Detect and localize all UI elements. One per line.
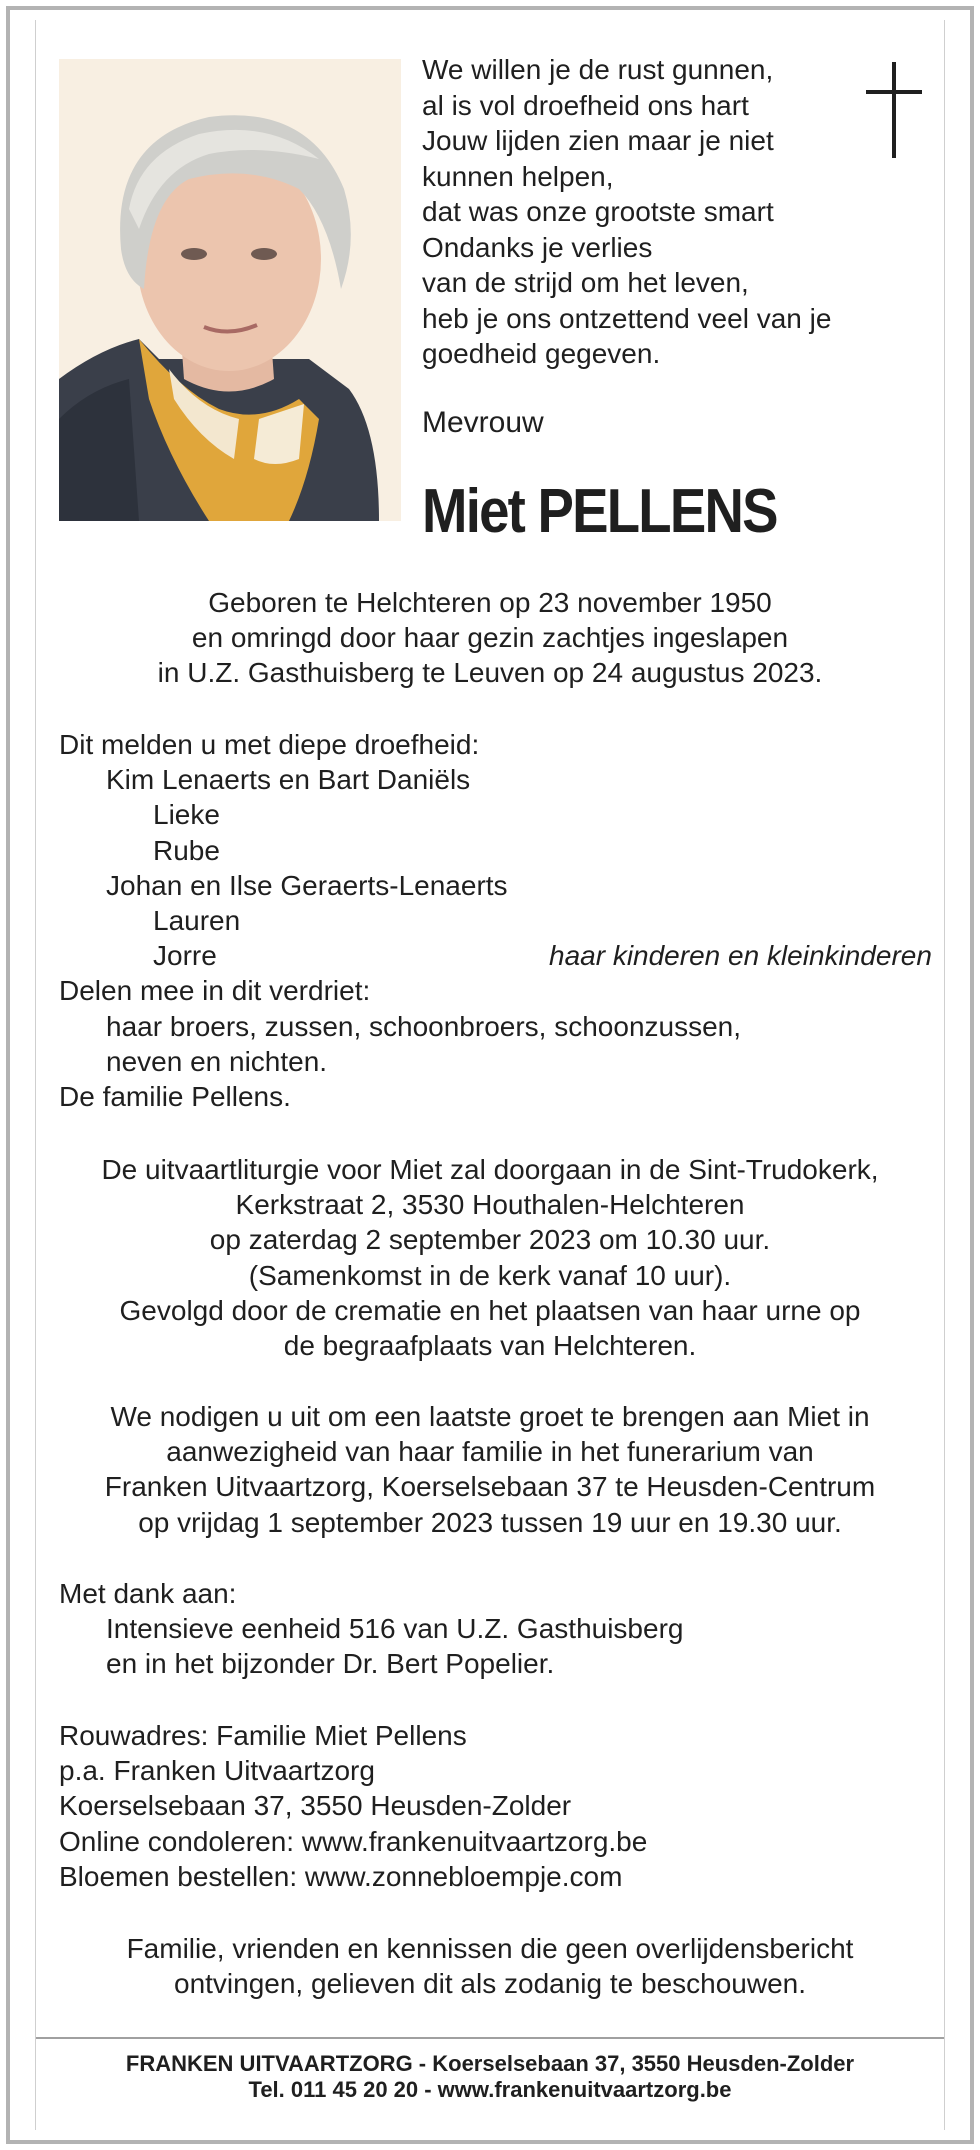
share-line: neven en nichten. <box>106 1045 328 1077</box>
family-line: Kim Lenaerts en Bart Daniëls <box>106 764 471 796</box>
share-intro: Delen mee in dit verdriet: <box>59 975 371 1007</box>
address-line: p.a. Franken Uitvaartzorg <box>59 1755 375 1787</box>
thanks-line: Intensieve eenheid 516 van U.Z. Gasthuisberg <box>106 1613 684 1645</box>
notice-line: Familie, vrienden en kennissen die geen overlijdensbericht <box>126 1933 854 1964</box>
poem <box>422 52 862 372</box>
family-line: Jorre <box>153 940 217 972</box>
salutation: Mevrouw <box>422 406 544 439</box>
family-line: Lauren <box>153 905 241 937</box>
footer-line: FRANKEN UITVAARTZORG - Koerselsebaan 37, 3550 Heusden-Zolder <box>125 2051 855 2076</box>
poem-line: goedheid gegeven. <box>422 338 661 369</box>
thanks-section <box>59 1576 921 1682</box>
birth-line: in U.Z. Gasthuisberg te Leuven op 24 augustus 2023. <box>157 657 823 689</box>
family-section <box>59 727 932 1114</box>
footer-contact-link[interactable]: Tel. 011 45 20 20 - www.frankenuitvaartzorg.be <box>248 2077 732 2102</box>
funeral-line: (Samenkomst in de kerk vanaf 10 uur). <box>248 1259 732 1291</box>
poem-line: Jouw lijden zien maar je niet <box>422 125 774 156</box>
poem-line: heb je ons ontzettend veel van je <box>422 302 832 334</box>
thanks-intro: Met dank aan: <box>59 1578 237 1609</box>
footer-divider <box>36 2037 944 2039</box>
invitation-line: op vrijdag 1 september 2023 tussen 19 uur en 19.30 uur. <box>138 1506 842 1538</box>
portrait-photo <box>59 59 401 521</box>
funeral-section <box>59 1152 921 1363</box>
notice-line: ontvingen, gelieven dit als zodanig te beschouwen. <box>174 1968 806 2000</box>
invitation-line: We nodigen u uit om een laatste groet te brengen aan Miet in <box>110 1401 870 1432</box>
poem-line: kunnen helpen, <box>422 160 614 192</box>
thanks-line: en in het bijzonder Dr. Bert Popelier. <box>106 1648 555 1680</box>
poem-line: We willen je de rust gunnen, <box>422 54 774 85</box>
family-name: De familie Pellens. <box>59 1081 291 1113</box>
poem-line: al is vol droefheid ons hart <box>422 89 749 121</box>
poem-line: dat was onze grootste smart <box>422 196 774 227</box>
funeral-line: de begraafplaats van Helchteren. <box>283 1330 697 1362</box>
address-line: Koerselsebaan 37, 3550 Heusden-Zolder <box>59 1790 572 1822</box>
share-line: haar broers, zussen, schoonbroers, schoonzussen, <box>106 1010 742 1042</box>
poem-line: Ondanks je verlies <box>422 231 653 263</box>
address-section <box>59 1718 921 1894</box>
birth-line: Geboren te Helchteren op 23 november 1950 <box>208 587 772 618</box>
flowers-order-link[interactable]: Bloemen bestellen: www.zonnebloempje.com <box>59 1860 623 1892</box>
invitation-section <box>59 1399 921 1540</box>
family-line: Lieke <box>153 799 220 831</box>
family-line: Johan en Ilse Geraerts-Lenaerts <box>106 869 508 901</box>
notice-section <box>59 1931 921 2001</box>
portrait-illustration <box>59 59 401 521</box>
poem-line: van de strijd om het leven, <box>422 267 749 298</box>
funeral-line: De uitvaartliturgie voor Miet zal doorgaan in de Sint-Trudokerk, <box>101 1154 879 1185</box>
address-line: Rouwadres: Familie Miet Pellens <box>59 1720 467 1751</box>
birth-section <box>59 585 921 691</box>
relation-label: haar kinderen en kleinkinderen <box>549 940 932 972</box>
invitation-line: Franken Uitvaartzorg, Koerselsebaan 37 te Heusden-Centrum <box>104 1471 876 1503</box>
family-line: Rube <box>153 834 220 866</box>
family-line-with-relation <box>59 938 932 973</box>
birth-line: en omringd door haar gezin zachtjes ingeslapen <box>191 622 789 654</box>
online-condolence-link[interactable]: Online condoleren: www.frankenuitvaartzorg.be <box>59 1825 648 1857</box>
funeral-line: Gevolgd door de crematie en het plaatsen van haar urne op <box>119 1294 861 1326</box>
funeral-line: op zaterdag 2 september 2023 om 10.30 uur. <box>209 1224 771 1256</box>
funeral-line: Kerkstraat 2, 3530 Houthalen-Helchteren <box>235 1189 745 1221</box>
cross-icon <box>866 62 922 158</box>
family-intro: Dit melden u met diepe droefheid: <box>59 729 480 760</box>
footer <box>36 2051 944 2103</box>
deceased-name: Miet PELLENS <box>422 477 777 546</box>
invitation-line: aanwezigheid van haar familie in het funerarium van <box>166 1436 814 1468</box>
